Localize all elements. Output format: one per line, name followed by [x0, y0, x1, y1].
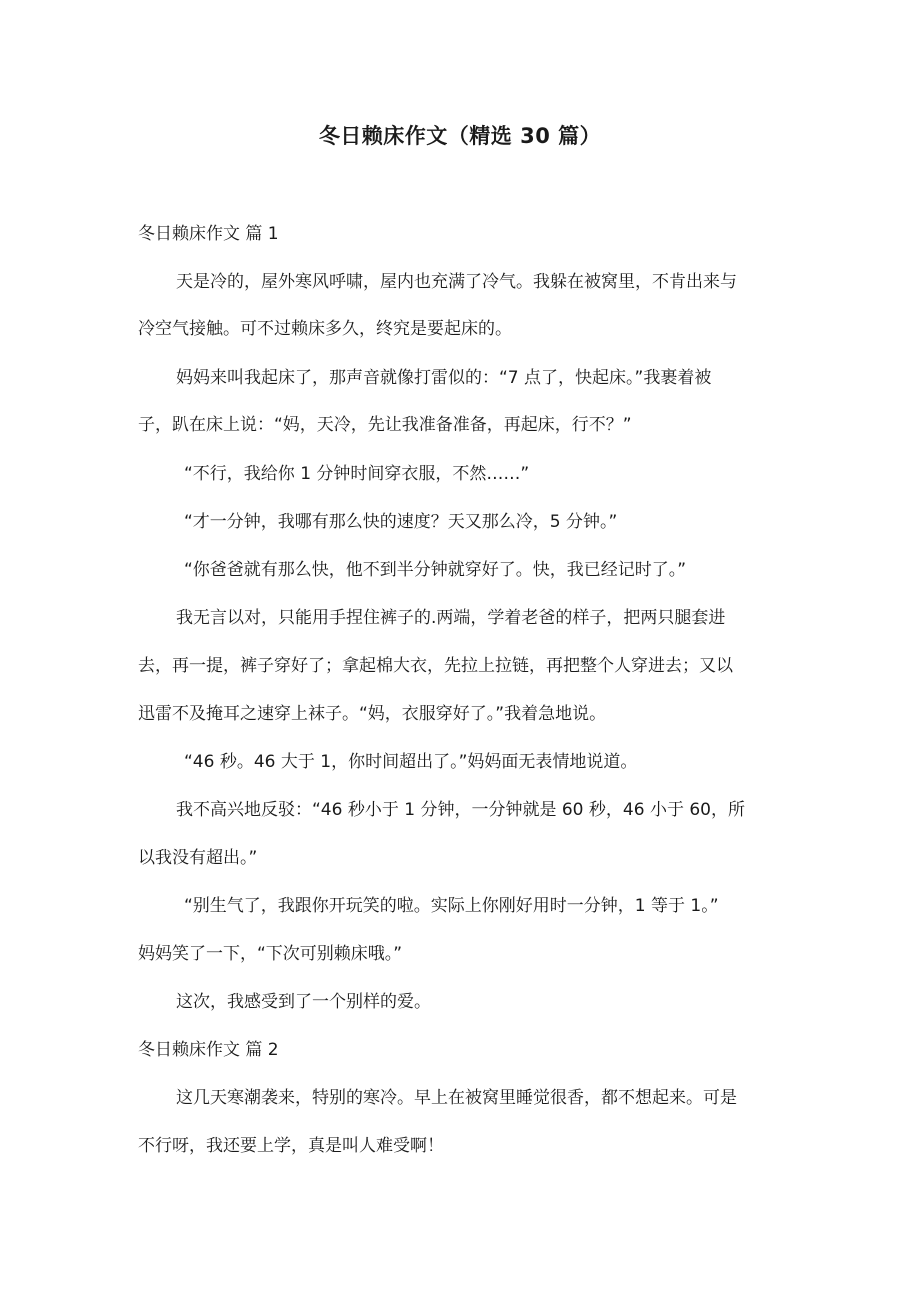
- paragraph-line: “46 秒。46 大于 1，你时间超出了。”妈妈面无表情地说道。: [184, 752, 638, 772]
- paragraph-line: 子，趴在床上说：“妈，天冷，先让我准备准备，再起床，行不？”: [138, 415, 632, 435]
- paragraph-line: 我无言以对，只能用手捏住裤子的.两端，学着老爸的样子，把两只腿套进: [176, 608, 726, 628]
- paragraph-line: 我不高兴地反驳：“46 秒小于 1 分钟，一分钟就是 60 秒，46 小于 60，所: [176, 800, 745, 820]
- paragraph-line: “你爸爸就有那么快，他不到半分钟就穿好了。快，我已经记时了。”: [184, 560, 687, 580]
- section-heading: 冬日赖床作文 篇 1: [138, 224, 279, 244]
- paragraph-line: 天是冷的，屋外寒风呼啸，屋内也充满了冷气。我躲在被窝里，不肯出来与: [176, 272, 737, 292]
- paragraph-line: 这次，我感受到了一个别样的爱。: [176, 992, 431, 1012]
- section-heading: 冬日赖床作文 篇 2: [138, 1040, 279, 1060]
- paragraph-line: “别生气了，我跟你开玩笑的啦。实际上你刚好用时一分钟，1 等于 1。”: [184, 896, 719, 916]
- paragraph-line: “不行，我给你 1 分钟时间穿衣服，不然……”: [184, 464, 530, 484]
- paragraph-line: “才一分钟，我哪有那么快的速度？天又那么冷，5 分钟。”: [184, 512, 618, 532]
- paragraph-line: 冷空气接触。可不过赖床多久，终究是要起床的。: [138, 319, 512, 339]
- document-title: 冬日赖床作文（精选 30 篇）: [318, 124, 602, 148]
- paragraph-line: 妈妈来叫我起床了，那声音就像打雷似的：“7 点了，快起床。”我裹着被: [176, 368, 712, 388]
- paragraph-line: 以我没有超出。”: [138, 848, 258, 868]
- paragraph-line: 这几天寒潮袭来，特别的寒冷。早上在被窝里睡觉很香，都不想起来。可是: [176, 1088, 737, 1108]
- paragraph-line: 去，再一提，裤子穿好了；拿起棉大衣，先拉上拉链，再把整个人穿进去；又以: [138, 656, 733, 676]
- paragraph-line: 妈妈笑了一下，“下次可别赖床哦。”: [138, 944, 403, 964]
- paragraph-line: 迅雷不及掩耳之速穿上袜子。“妈，衣服穿好了。”我着急地说。: [138, 704, 607, 724]
- paragraph-line: 不行呀，我还要上学，真是叫人难受啊！: [138, 1136, 444, 1156]
